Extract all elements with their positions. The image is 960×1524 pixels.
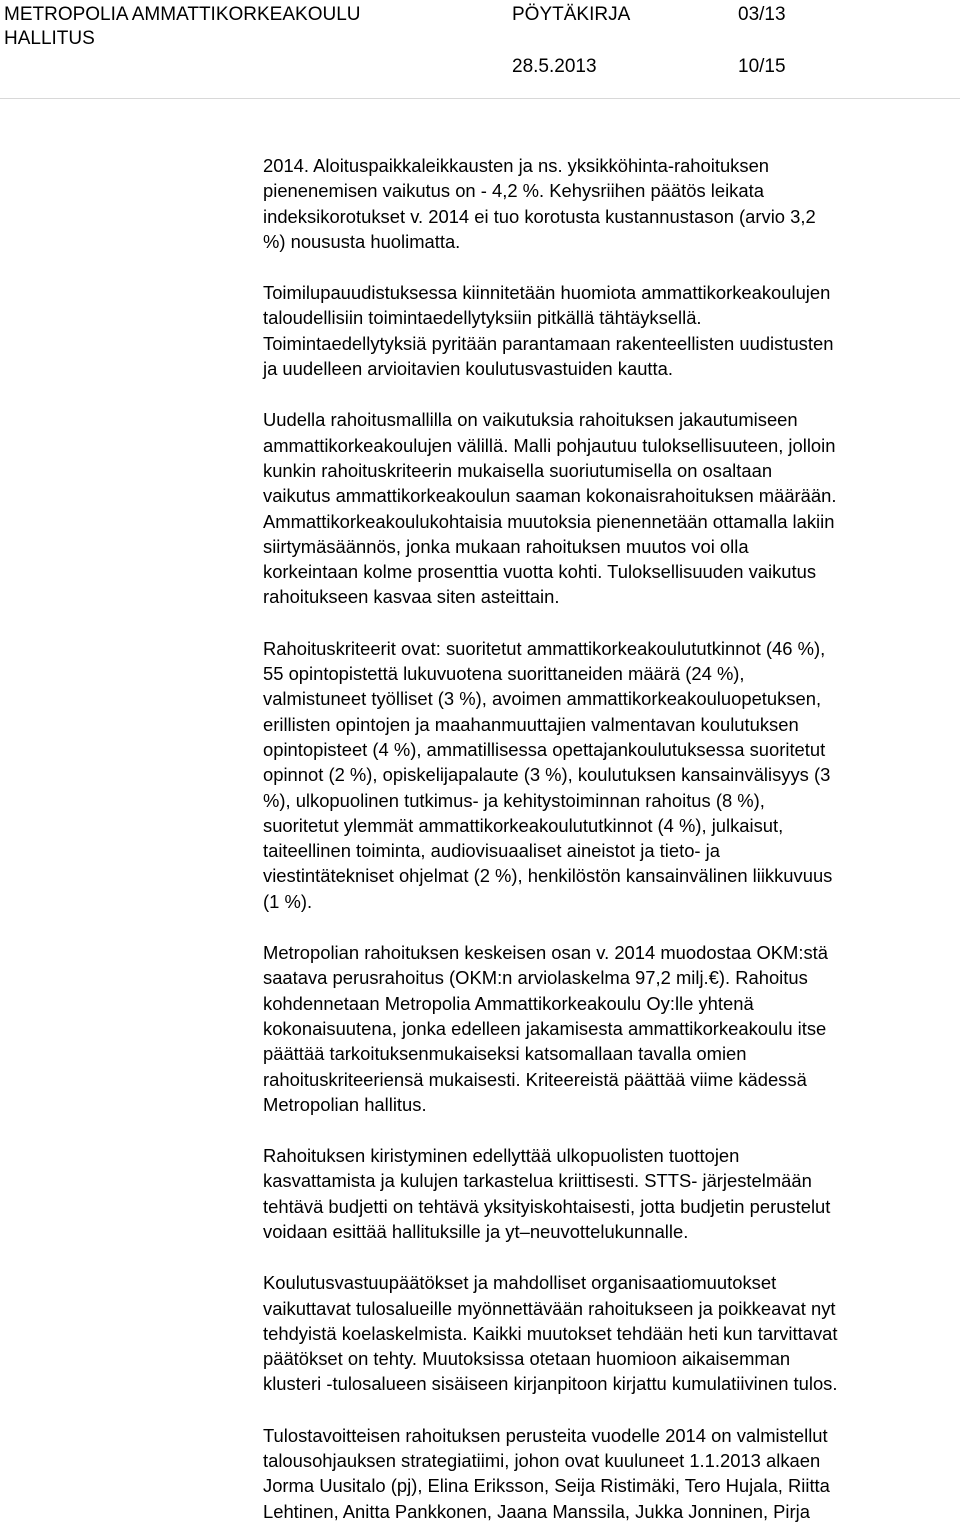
unit-name: HALLITUS bbox=[4, 28, 95, 49]
page-number: 10/15 bbox=[738, 56, 786, 77]
paragraph-core-funding: Metropolian rahoituksen keskeisen osan v. 2014 muodostaa OKM:stä saatava perusrahoitus (OKM:n arviolaskelma 97,2 milj.€). Rahoitus kohdennetaan Metropolia Ammattikorkeakoulu Oy:lle yhtenä kokonaisuutena, jonka edelleen jakamisesta ammattikorkeakoulu itse päättää tarkoituksenmukaiseksi katsomallaan tavalla omien rahoituskriteeriensä mukaisesti. Kriteereistä päättää viime kädessä Metropolian hallitus. bbox=[263, 942, 828, 1115]
meeting-number: 03/13 bbox=[738, 4, 786, 25]
document-body bbox=[263, 153, 953, 1524]
paragraph-external-revenue: Rahoituksen kiristyminen edellyttää ulkopuolisten tuottojen kasvattamista ja kulujen tarkastelua kriittisesti. STTS- järjestelmään tehtävä budjetti on tehtävä yksityiskohtaisesti, jotta budjetin perustelut voidaan esittää hallituksille ja yt–neuvottelukunnalle. bbox=[263, 1145, 831, 1242]
document-type: PÖYTÄKIRJA bbox=[512, 4, 631, 25]
meeting-date: 28.5.2013 bbox=[512, 56, 597, 77]
paragraph-license-reform: Toimilupauudistuksessa kiinnitetään huomiota ammattikorkeakoulujen taloudellisiin toimintaedellytyksiin pitkällä tähtäyksellä. bbox=[263, 282, 831, 329]
paragraph-organizational-changes: Koulutusvastuupäätökset ja mahdolliset organisaatiomuutokset vaikuttavat tulosalueille myönnettävään rahoitukseen ja poikkeavat nyt tehdyistä koelaskelmista. Kaikki muutokset tehdään heti kun tarvittavat päätökset on tehty. Muutoksissa otetaan huomioon aikaisemman klusteri -tulosalueen sisäiseen kirjanpitoon kirjattu kumulatiivinen tulos. bbox=[263, 1272, 838, 1395]
paragraph-operating-conditions: Toimintaedellytyksiä pyritään parantamaan rakenteellisten uudistusten ja uudelleen arvioitavien koulutusvastuiden kautta. bbox=[263, 332, 834, 380]
paragraph-funding-model: Uudella rahoitusmallilla on vaikutuksia rahoituksen jakautumiseen ammattikorkeakoulujen välillä. Malli pohjautuu tuloksellisuuteen, jolloin kunkin rahoituskriteerin mukaisella suoriutumisella on osaltaan vaikutus ammattikorkeakoulun saaman kokonaisrahoituksen määrään. Ammattikorkeakoulukohtaisia muutoksia pienennetään ottamalla lakiin siirtymäsäännös, jonka mukaan rahoituksen muutos voi olla korkeintaan kolme prosenttia vuotta kohti. Tuloksellisuuden vaikutus rahoitukseen kasvaa siten asteittain. bbox=[263, 409, 837, 608]
header-row-2 bbox=[0, 26, 960, 54]
header-divider bbox=[0, 98, 960, 99]
header-row-3 bbox=[0, 54, 960, 82]
document-header bbox=[0, 0, 960, 120]
paragraph-budget-cuts: 2014. Aloituspaikkaleikkausten ja ns. yksikköhinta-rahoituksen pienenemisen vaikutus on - 4,2 %. Kehysriihen päätös leikata indeksikorotukset v. 2014 ei tuo korotusta kustannustason (arvio 3,2 %) noususta huolimatta. bbox=[263, 155, 816, 252]
organization-name: METROPOLIA AMMATTIKORKEAKOULU bbox=[4, 4, 361, 25]
paragraph-strategy-team: Tulostavoitteisen rahoituksen perusteita vuodelle 2014 on valmistellut talousohjauksen strategiatiimi, johon ovat kuuluneet 1.1.2013 alkaen Jorma Uusitalo (pj), Elina Eriksson, Seija Ristimäki, Tero Hujala, Riitta Lehtinen, Anitta Pankkonen, Jaana Manssila, Jukka Jonninen, Pirja bbox=[263, 1424, 830, 1522]
paragraph-funding-criteria: Rahoituskriteerit ovat: suoritetut ammattikorkeakoulututkinnot (46 %), 55 opintopistettä lukuvuotena suorittaneiden määrä (24 %), valmistuneet työlliset (3 %), avoimen ammattikorkeakouluopetuksen, erillisten opintojen ja maahanmuuttajien valmentavan koulutuksen opintopisteet (4 %), ammatillisessa opettajankoulutuksessa suoritetut opinnot (2 %), opiskelijapalaute (3 %), koulutuksen kansainvälisyys (3 %), ulkopuolinen tutkimus- ja kehitystoiminnan rahoitus (8 %), suoritetut ylemmät ammattikorkeakoulututkinnot (4 %), julkaisut, taiteellinen toiminta, audiovisuaaliset aineistot ja tieto- ja viestintätekniset ohjelmat (2 %), henkilöstön kansainvälinen liikkuvuus (1 %). bbox=[263, 637, 833, 912]
